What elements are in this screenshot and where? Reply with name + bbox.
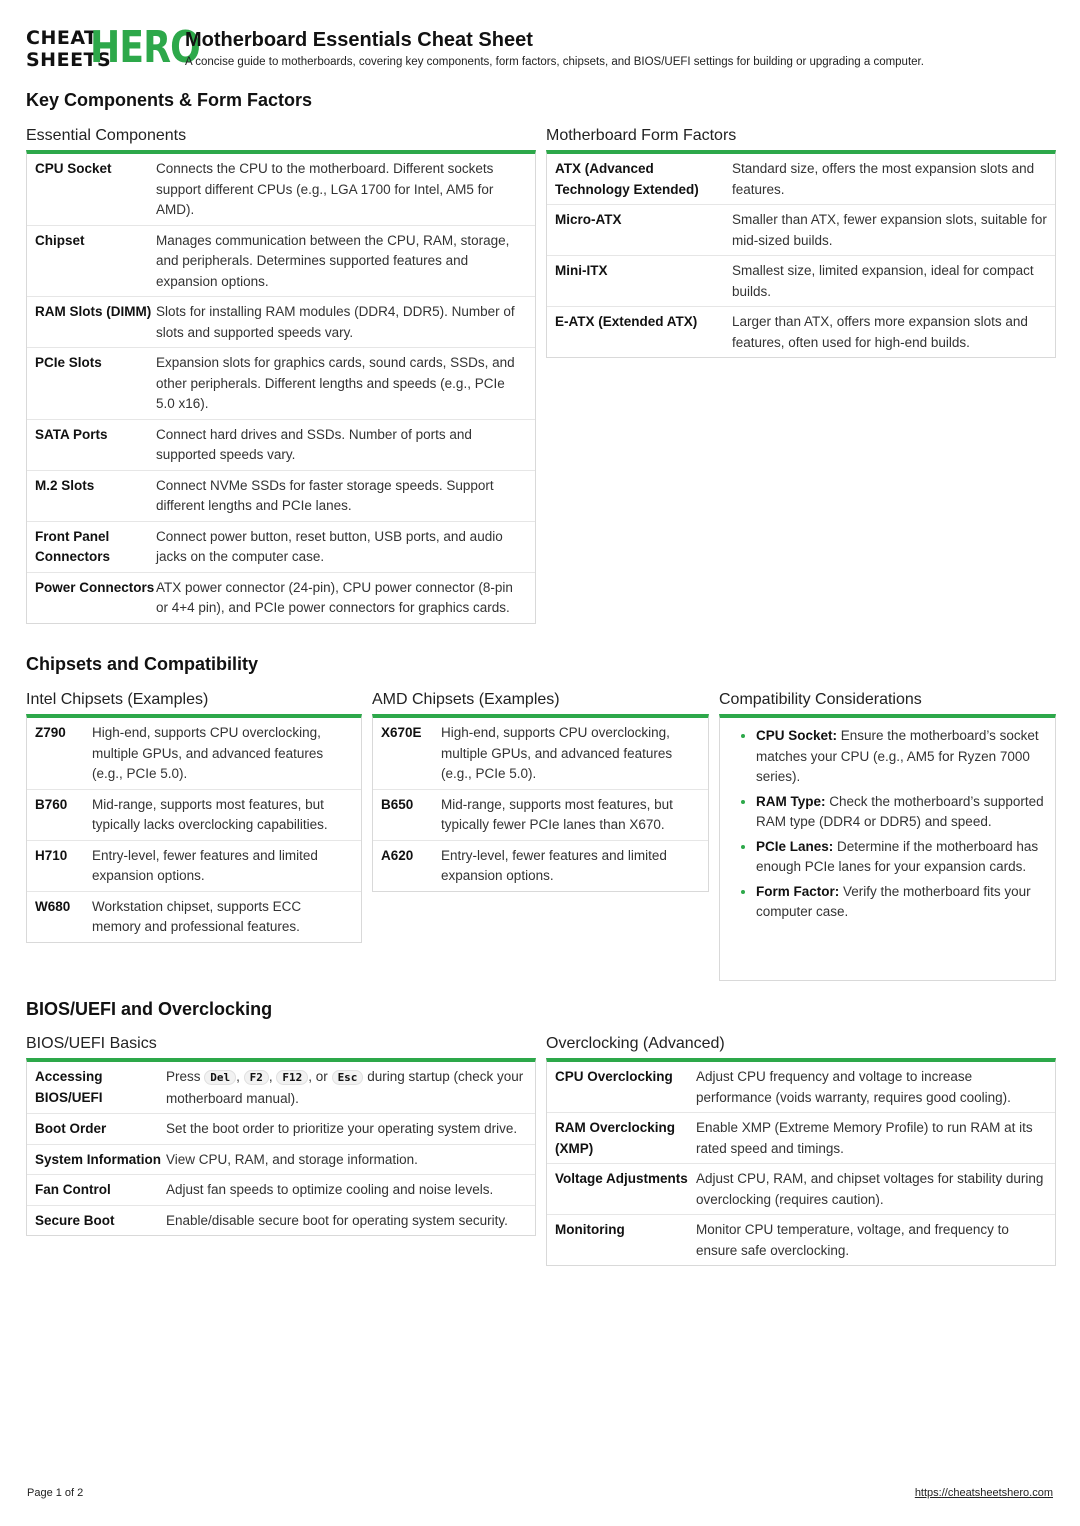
- section-title-components: Key Components & Form Factors: [26, 90, 313, 110]
- key-f12: F12: [276, 1070, 308, 1085]
- section-title-chipsets: Chipsets and Compatibility: [26, 654, 259, 674]
- table-row: System Information View CPU, RAM, and storage information.: [27, 1145, 535, 1176]
- table-row: SATA Ports Connect hard drives and SSDs. Number of ports and supported speeds vary.: [27, 420, 535, 471]
- table-overclocking: [546, 1058, 1056, 1266]
- table-row: M.2 Slots Connect NVMe SSDs for faster storage speeds. Support different lengths and PCIe lanes.: [27, 471, 535, 522]
- table-row: A620 Entry-level, fewer features and limited expansion options.: [381, 847, 667, 883]
- table-row: Secure Boot Enable/disable secure boot for operating system security.: [35, 1212, 508, 1228]
- table-row: RAM Overclocking (XMP) Enable XMP (Extreme Memory Profile) to run RAM at its rated speed and timings.: [547, 1113, 1055, 1164]
- card-compatibility: [719, 690, 1056, 981]
- card-title: Essential Components: [26, 127, 187, 144]
- card-essential-components: [26, 126, 536, 624]
- table-row: Boot Order Set the boot order to prioritize your operating system drive.: [27, 1114, 535, 1145]
- site-link[interactable]: https://cheatsheetshero.com: [914, 1487, 1053, 1499]
- card-form-factors: [546, 126, 1056, 358]
- key-esc: Esc: [332, 1070, 364, 1085]
- table-amd-chipsets: [372, 714, 709, 892]
- table-row: RAM Slots (DIMM) Slots for installing RAM modules (DDR4, DDR5). Number of slots and supported speeds vary.: [27, 297, 535, 348]
- section-title-bios: BIOS/UEFI and Overclocking: [26, 999, 273, 1019]
- table-row: Micro-ATX Smaller than ATX, fewer expansion slots, suitable for mid-sized builds.: [547, 205, 1055, 256]
- logo-cheat: CHEAT: [26, 27, 98, 49]
- list-item: • RAM Type: Check the motherboard’s supported RAM type (DDR4 or DDR5) and speed.: [756, 792, 1045, 833]
- table-row: H710 Entry-level, fewer features and limited expansion options.: [27, 841, 361, 892]
- logo: [26, 22, 201, 73]
- card-bios-basics: [26, 1034, 536, 1236]
- table-row: Mini-ITX Smallest size, limited expansion, ideal for compact builds.: [547, 256, 1055, 307]
- card-title: Motherboard Form Factors: [546, 127, 737, 144]
- list-item: • CPU Socket: Ensure the motherboard’s socket matches your CPU (e.g., AM5 for Ryzen 7000 series).: [756, 726, 1045, 788]
- table-row: Chipset Manages communication between the CPU, RAM, storage, and peripherals. Determines supported features and expansion options.: [27, 226, 535, 298]
- compatibility-list: [720, 718, 1055, 935]
- table-row: ATX (Advanced Technology Extended) Standard size, offers the most expansion slots and features.: [547, 154, 1055, 205]
- table-row: Monitoring Monitor CPU temperature, voltage, and frequency to ensure safe overclocking.: [555, 1222, 1009, 1258]
- table-row: W680 Workstation chipset, supports ECC memory and professional features.: [35, 898, 302, 934]
- page-number: Page 1 of 2: [27, 1487, 84, 1499]
- list-item: • Form Factor: Verify the motherboard fits your computer case.: [756, 882, 1045, 923]
- card-amd-chipsets: [372, 690, 709, 892]
- table-row: Accessing BIOS/UEFI Press Del , F2 , F12 , or Esc during startup (check your motherboard manual).: [27, 1062, 535, 1114]
- compatibility-list-box: [719, 714, 1056, 981]
- table-row: Voltage Adjustments Adjust CPU, RAM, and chipset voltages for stability during overclocking (requires caution).: [547, 1164, 1055, 1215]
- logo-hero: HERO: [90, 22, 201, 73]
- table-row: CPU Overclocking Adjust CPU frequency and voltage to increase performance (voids warranty, requires good cooling).: [547, 1062, 1055, 1113]
- card-title: Compatibility Considerations: [719, 691, 922, 708]
- key-f2: F2: [244, 1070, 269, 1085]
- card-title: Overclocking (Advanced): [546, 1035, 725, 1052]
- table-row: Front Panel Connectors Connect power button, reset button, USB ports, and audio jacks on the computer case.: [27, 522, 535, 573]
- key-del: Del: [204, 1070, 236, 1085]
- page-description: A concise guide to motherboards, covering key components, form factors, chipsets, and BIOS/UEFI settings for building or upgrading a computer.: [185, 56, 924, 68]
- card-overclocking: [546, 1034, 1056, 1266]
- card-intel-chipsets: [26, 690, 362, 943]
- table-row: X670E High-end, supports CPU overclocking, multiple GPUs, and advanced features (e.g., PCIe 5.0).: [373, 718, 708, 790]
- table-row: PCIe Slots Expansion slots for graphics cards, sound cards, SSDs, and other peripherals. Different lengths and speeds (e.g., PCIe 5.0 x16).: [27, 348, 535, 420]
- table-row: E-ATX (Extended ATX) Larger than ATX, offers more expansion slots and features, often used for high-end builds.: [555, 314, 1028, 350]
- card-title: AMD Chipsets (Examples): [372, 691, 560, 708]
- list-item: • PCIe Lanes: Determine if the motherboard has enough PCIe lanes for your expansion cards.: [756, 837, 1045, 878]
- page-title: Motherboard Essentials Cheat Sheet: [185, 29, 533, 51]
- table-essential-components: [26, 150, 536, 624]
- logo-sheets: SHEETS: [26, 49, 112, 71]
- card-title: BIOS/UEFI Basics: [26, 1035, 157, 1052]
- table-bios-basics: [26, 1058, 536, 1236]
- table-row: Z790 High-end, supports CPU overclocking, multiple GPUs, and advanced features (e.g., PCIe 5.0).: [27, 718, 361, 790]
- table-form-factors: [546, 150, 1056, 358]
- card-title: Intel Chipsets (Examples): [26, 691, 209, 708]
- table-row: B650 Mid-range, supports most features, but typically fewer PCIe lanes than X670.: [373, 790, 708, 841]
- table-row: CPU Socket Connects the CPU to the motherboard. Different sockets support different CPUs (e.g., LGA 1700 for Intel, AM5 for AMD).: [27, 154, 535, 226]
- table-row: Power Connectors ATX power connector (24-pin), CPU power connector (8-pin or 4+4 pin), and PCIe power connectors for graphics cards.: [35, 579, 513, 615]
- table-intel-chipsets: [26, 714, 362, 943]
- table-row: B760 Mid-range, supports most features, but typically lacks overclocking capabilities.: [27, 790, 361, 841]
- table-row: Fan Control Adjust fan speeds to optimize cooling and noise levels.: [27, 1175, 535, 1206]
